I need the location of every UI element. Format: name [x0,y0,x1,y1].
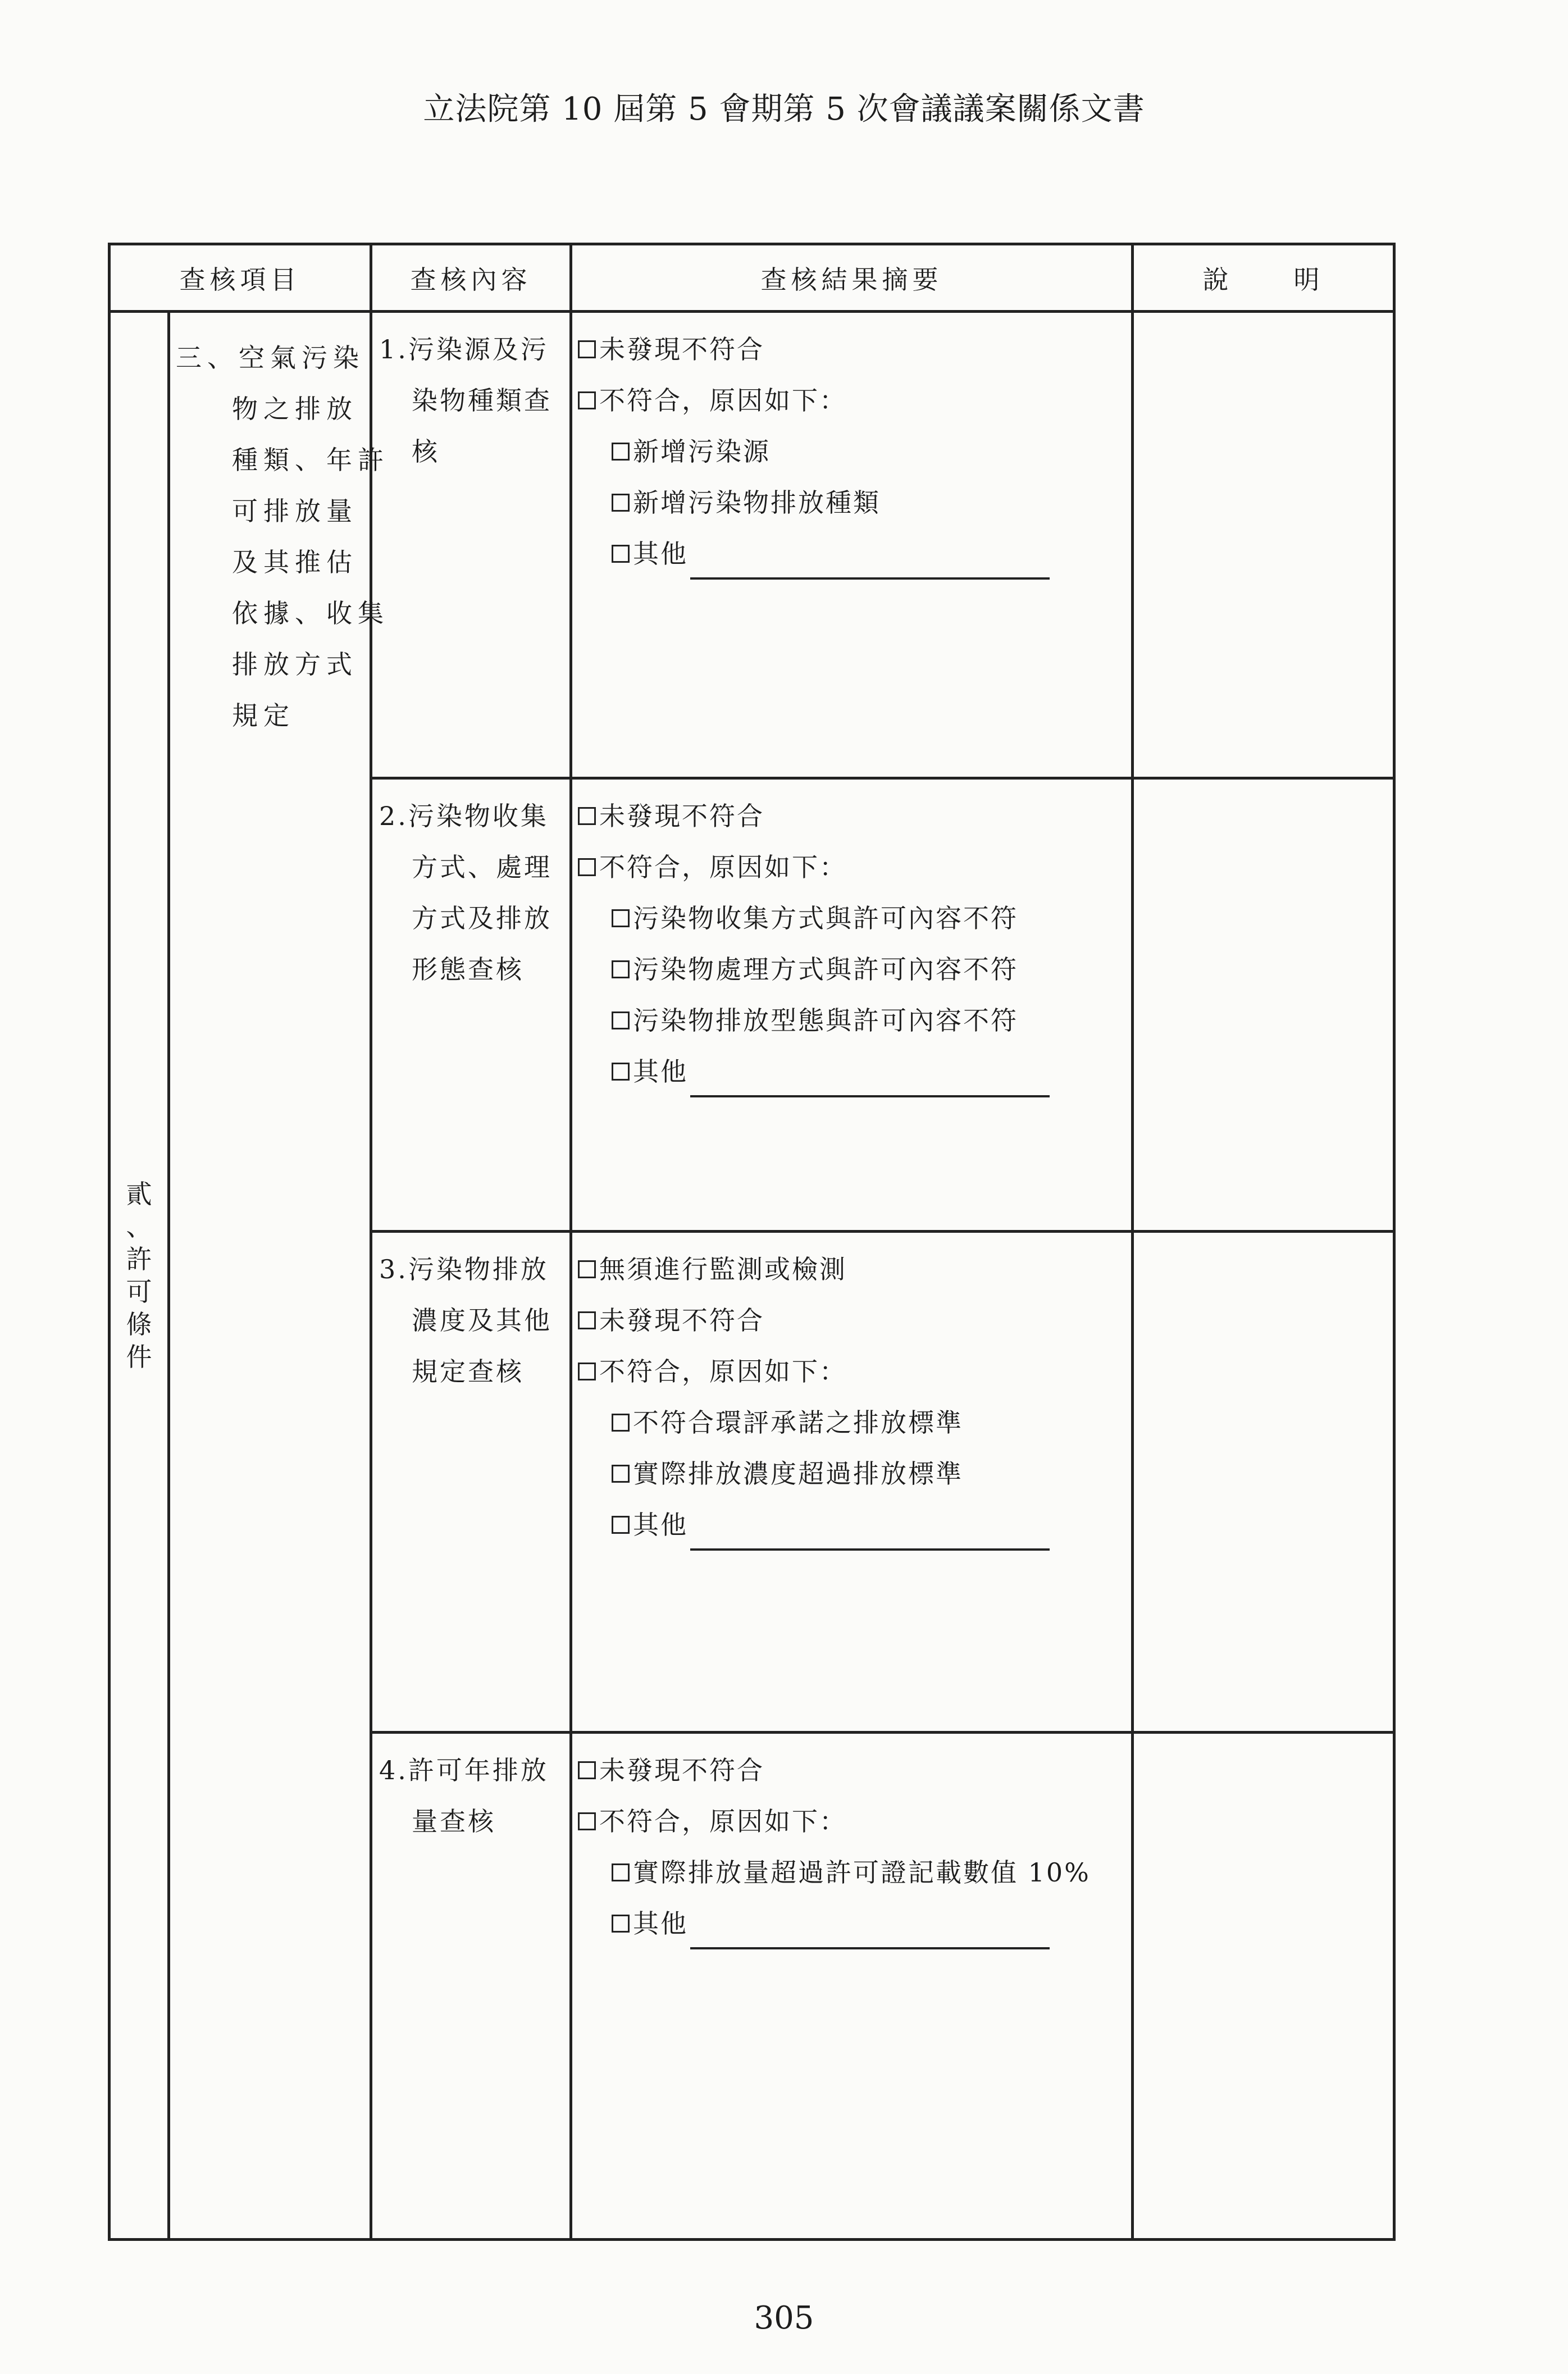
checkbox-label: 未發現不符合 [599,801,764,832]
checkbox-label: 未發現不符合 [599,1755,764,1785]
audit-result-options [571,312,1133,778]
audit-item-line: 排放方式 [232,649,358,680]
checkbox-icon[interactable] [612,1465,630,1483]
audit-content-line: 4.許可年排放 [379,1755,549,1785]
checkbox-option[interactable] [578,1346,1129,1397]
audit-content-line: 1.污染源及污 [379,334,549,365]
document-header: 立法院第 10 屆第 5 會期第 5 次會議議案關係文書 [423,91,1145,127]
note-cell [1133,312,1394,778]
checkbox-label: 無須進行監測或檢測 [599,1254,847,1285]
checkbox-label: 不符合，原因如下： [599,1806,847,1837]
audit-content-line: 方式及排放 [412,903,552,934]
checkbox-label: 新增污染物排放種類 [633,487,881,518]
checkbox-option[interactable] [578,1046,1129,1097]
checkbox-icon[interactable] [578,858,596,876]
checkbox-icon[interactable] [578,1761,596,1779]
section-label-char: 可 [126,1277,152,1307]
audit-result-options [571,1732,1133,2239]
checkbox-icon[interactable] [578,1260,596,1278]
checkbox-option[interactable] [578,1847,1129,1898]
note-cell [1133,778,1394,1232]
checkbox-icon[interactable] [612,909,630,927]
checkbox-icon[interactable] [612,960,630,978]
audit-content [371,312,571,778]
audit-content-line: 染物種類查 [412,385,552,416]
column-header-result: 查核結果摘要 [571,244,1133,312]
checkbox-icon[interactable] [612,1863,630,1881]
checkbox-option[interactable] [578,791,1129,842]
column-header-item: 查核項目 [110,244,371,312]
section-label [110,312,169,2240]
checkbox-option[interactable] [578,477,1129,528]
note-cell [1133,1232,1394,1732]
checkbox-icon[interactable] [612,494,630,512]
checkbox-icon[interactable] [578,340,596,358]
audit-result-options [571,778,1133,1232]
audit-content-line: 方式、處理 [412,852,552,883]
audit-table [108,243,1396,2241]
checkbox-option[interactable] [578,375,1129,426]
column-header-content: 查核內容 [371,244,571,312]
checkbox-option[interactable] [578,1898,1129,1949]
checkbox-option[interactable] [578,528,1129,580]
audit-item-line: 種類、年許 [232,445,389,476]
checkbox-icon[interactable] [578,807,596,825]
checkbox-label: 不符合，原因如下： [599,852,847,883]
audit-content-line: 濃度及其他 [412,1305,552,1336]
checkbox-option[interactable] [578,842,1129,893]
checkbox-label: 實際排放濃度超過排放標準 [633,1459,963,1489]
checkbox-icon[interactable] [612,1915,630,1933]
checkbox-label: 污染物收集方式與許可內容不符 [633,903,1018,934]
checkbox-option[interactable] [578,893,1129,944]
checkbox-label: 其他 [633,539,688,569]
audit-content-line: 3.污染物排放 [379,1254,549,1285]
audit-content-line: 形態查核 [412,954,524,985]
checkbox-label: 未發現不符合 [599,334,764,365]
checkbox-option[interactable] [578,426,1129,477]
checkbox-icon[interactable] [578,391,596,409]
checkbox-icon[interactable] [578,1363,596,1380]
checkbox-label: 其他 [633,1908,688,1939]
checkbox-option[interactable] [578,944,1129,995]
audit-item-line: 規定 [232,700,295,731]
audit-content-line: 2.污染物收集 [379,801,549,832]
audit-content [371,1232,571,1732]
audit-content [371,1732,571,2239]
checkbox-label: 其他 [633,1510,688,1541]
section-label-char: 貳 [126,1179,152,1210]
checkbox-label: 污染物排放型態與許可內容不符 [633,1005,1018,1036]
audit-content-line: 規定查核 [412,1356,524,1387]
checkbox-label: 不符合，原因如下： [599,1356,847,1387]
checkbox-option[interactable] [578,1796,1129,1847]
fill-in-blank[interactable] [690,1526,1050,1551]
audit-content-line: 量查核 [412,1806,496,1837]
audit-item [169,312,389,2240]
checkbox-icon[interactable] [612,443,630,461]
checkbox-label: 實際排放量超過許可證記載數值 10% [633,1857,1091,1888]
checkbox-icon[interactable] [612,1516,630,1534]
table-header-row [110,244,1394,312]
checkbox-icon[interactable] [612,1011,630,1029]
note-cell [1133,1732,1394,2239]
audit-content-line: 核 [412,436,440,467]
fill-in-blank[interactable] [690,555,1050,580]
audit-item-line: 及其推估 [232,547,358,578]
checkbox-option[interactable] [578,1244,1129,1295]
checkbox-option[interactable] [578,1295,1129,1346]
checkbox-option[interactable] [578,1500,1129,1551]
checkbox-label: 未發現不符合 [599,1305,764,1336]
checkbox-icon[interactable] [612,545,630,563]
checkbox-icon[interactable] [578,1311,596,1329]
audit-item-line: 物之排放 [232,394,358,425]
audit-result-options [571,1232,1133,1732]
page-number: 305 [754,2300,814,2336]
checkbox-option[interactable] [578,1448,1129,1500]
column-header-note: 說 明 [1133,244,1394,312]
checkbox-label: 污染物處理方式與許可內容不符 [633,954,1018,985]
section-label-char: 、 [126,1211,152,1242]
checkbox-icon[interactable] [612,1063,630,1081]
checkbox-option[interactable] [578,1397,1129,1448]
checkbox-option[interactable] [578,324,1129,375]
section-label-char: 條 [126,1309,152,1340]
audit-item-line: 三、空氣污染 [176,343,364,373]
audit-item-line: 依據、收集 [232,598,389,629]
checkbox-icon[interactable] [578,1812,596,1830]
fill-in-blank[interactable] [690,1073,1050,1097]
table-row [110,312,1394,778]
checkbox-label: 不符合環評承諾之排放標準 [633,1407,963,1438]
checkbox-icon[interactable] [612,1414,630,1432]
fill-in-blank[interactable] [690,1925,1050,1949]
section-label-char: 許 [126,1244,152,1275]
checkbox-label: 不符合，原因如下： [599,385,847,416]
audit-content [371,778,571,1232]
checkbox-option[interactable] [578,995,1129,1046]
section-label-char: 件 [126,1342,152,1373]
checkbox-label: 其他 [633,1056,688,1087]
audit-item-line: 可排放量 [232,496,358,527]
checkbox-label: 新增污染源 [633,436,771,467]
checkbox-option[interactable] [578,1745,1129,1796]
